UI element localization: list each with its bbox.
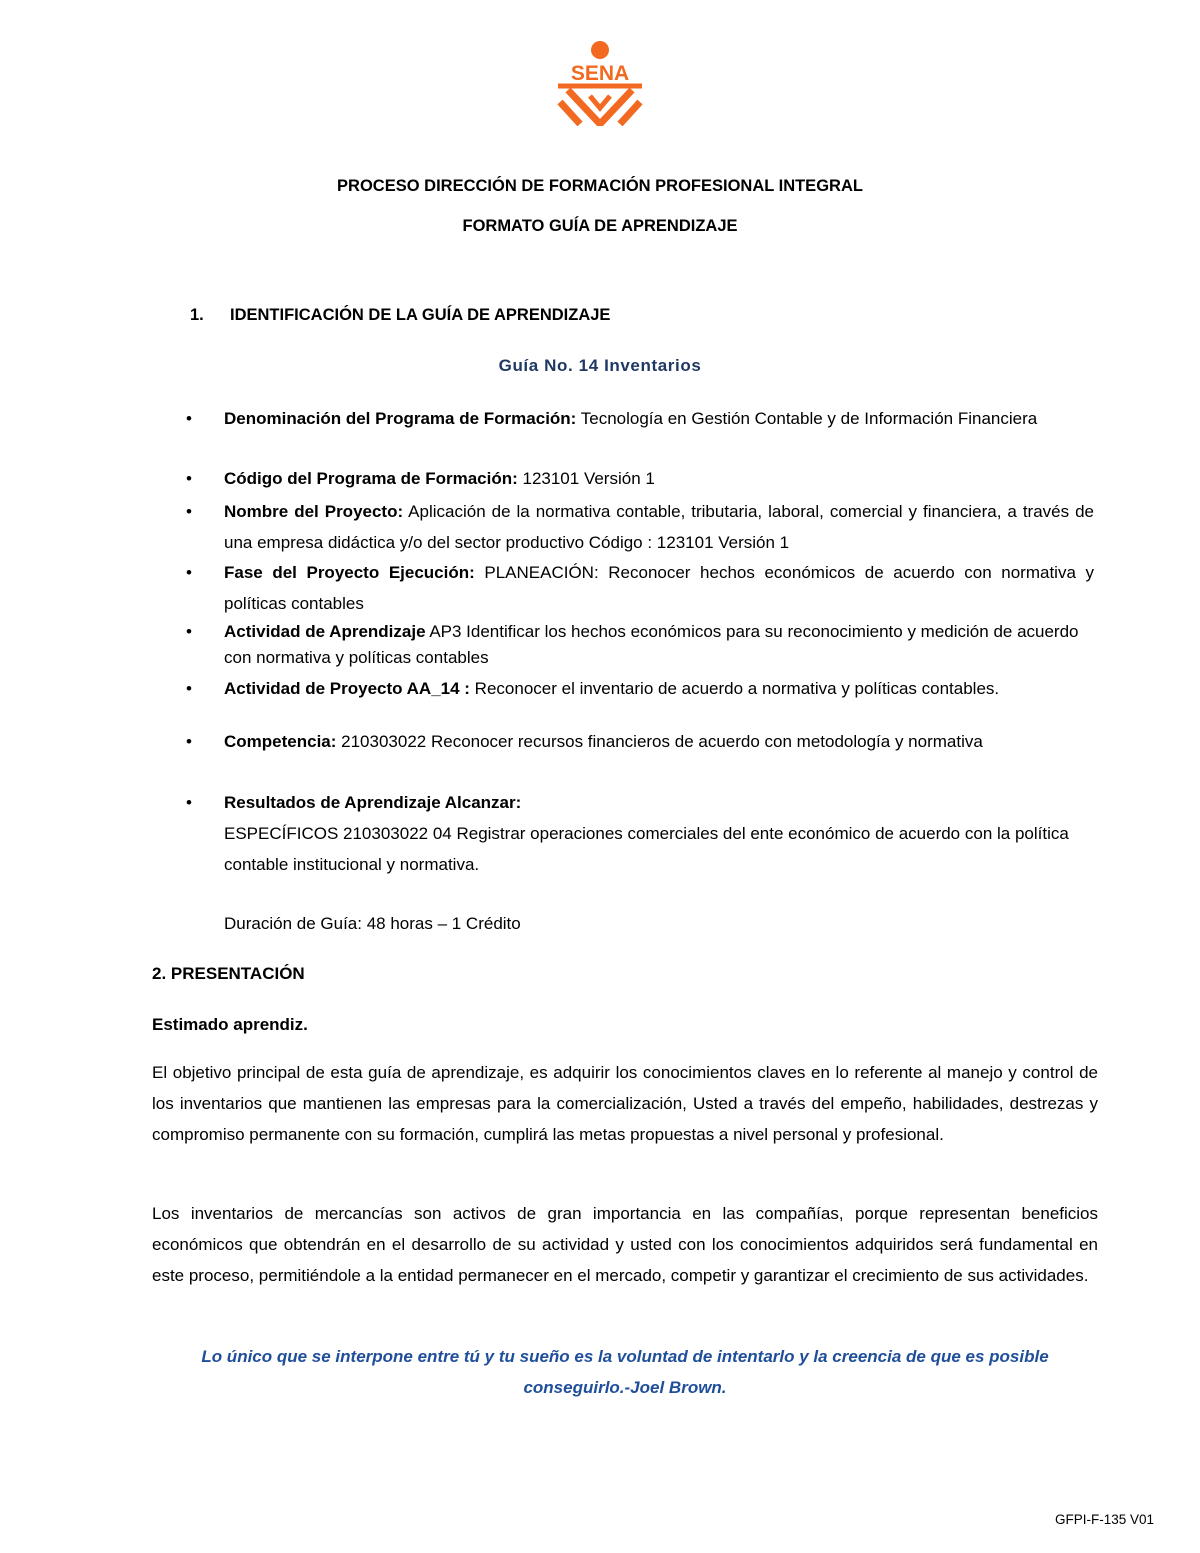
- motivational-quote: Lo único que se interpone entre tú y tu sueño es la voluntad de intentarlo y la creencia de que es posible conseguirlo.-Joel Brown.: [201, 1347, 1049, 1397]
- section-2-heading: 2. PRESENTACIÓN: [152, 964, 305, 983]
- header-format-title: FORMATO GUÍA DE APRENDIZAJE: [462, 217, 738, 235]
- bullet-competence: • Competencia: 210303022 Reconocer recursos financieros de acuerdo con metodología y normativa: [186, 732, 983, 751]
- guide-duration: Duración de Guía: 48 horas – 1 Crédito: [224, 914, 521, 933]
- document-code-footer: GFPI-F-135 V01: [1054, 1512, 1154, 1527]
- bullet-learning-results: • Resultados de Aprendizaje Alcanzar: ESPECÍFICOS 210303022 04 Registrar operaciones comerciales del ente económico de acuerdo con la política contable institucional y normativa.: [186, 793, 1069, 874]
- bullet-project-activity: • Actividad de Proyecto AA_14 : Reconocer el inventario de acuerdo a normativa y políticas contables.: [186, 679, 1000, 698]
- bullet-learning-activity: • Actividad de Aprendizaje AP3 Identificar los hechos económicos para su reconocimiento y medición de acuerdo con normativa y políticas contables: [186, 622, 1079, 667]
- bullet-program-code: • Código del Programa de Formación: 123101 Versión 1: [186, 469, 655, 488]
- guide-number-title: Guía No. 14 Inventarios: [498, 356, 702, 375]
- sena-logo-text: SENA: [570, 62, 630, 85]
- bullet-project-name: • Nombre del Proyecto: Aplicación de la normativa contable, tributaria, laboral, comercial y financiera, a través de una empresa didáctica y/o del sector productivo Código : 123101 Versión 1: [186, 502, 1094, 552]
- bullet-program-name: • Denominación del Programa de Formación: Tecnología en Gestión Contable y de Información Financiera: [186, 409, 1038, 428]
- bullet-project-phase: • Fase del Proyecto Ejecución: PLANEACIÓN: Reconocer hechos económicos de acuerdo con normativa y políticas contables: [186, 563, 1094, 613]
- sena-logo: [554, 40, 646, 126]
- section-1-heading: [190, 306, 610, 325]
- presentation-paragraph-2: Los inventarios de mercancías son activos de gran importancia en las compañías, porque representan beneficios económicos que obtendrán en el desarrollo de su actividad y usted con los conocimientos adquiridos será fundamental en este proceso, permitiéndole a la entidad permanecer en el mercado, competir y garantizar el crecimiento de sus actividades.: [152, 1204, 1098, 1285]
- presentation-paragraph-1: El objetivo principal de esta guía de aprendizaje, es adquirir los conocimientos claves en lo referente al manejo y control de los inventarios que mantienen las empresas para la comercialización, Usted a través del empeño, habilidades, destrezas y compromiso permanente con su formación, cumplirá las metas propuestas a nivel personal y profesional.: [152, 1063, 1098, 1144]
- greeting: Estimado aprendiz.: [152, 1015, 308, 1034]
- section-1-title: IDENTIFICACIÓN DE LA GUÍA DE APRENDIZAJE: [230, 306, 611, 324]
- section-1-number: 1.: [190, 306, 204, 324]
- header-process-title: PROCESO DIRECCIÓN DE FORMACIÓN PROFESIONAL INTEGRAL: [337, 177, 863, 195]
